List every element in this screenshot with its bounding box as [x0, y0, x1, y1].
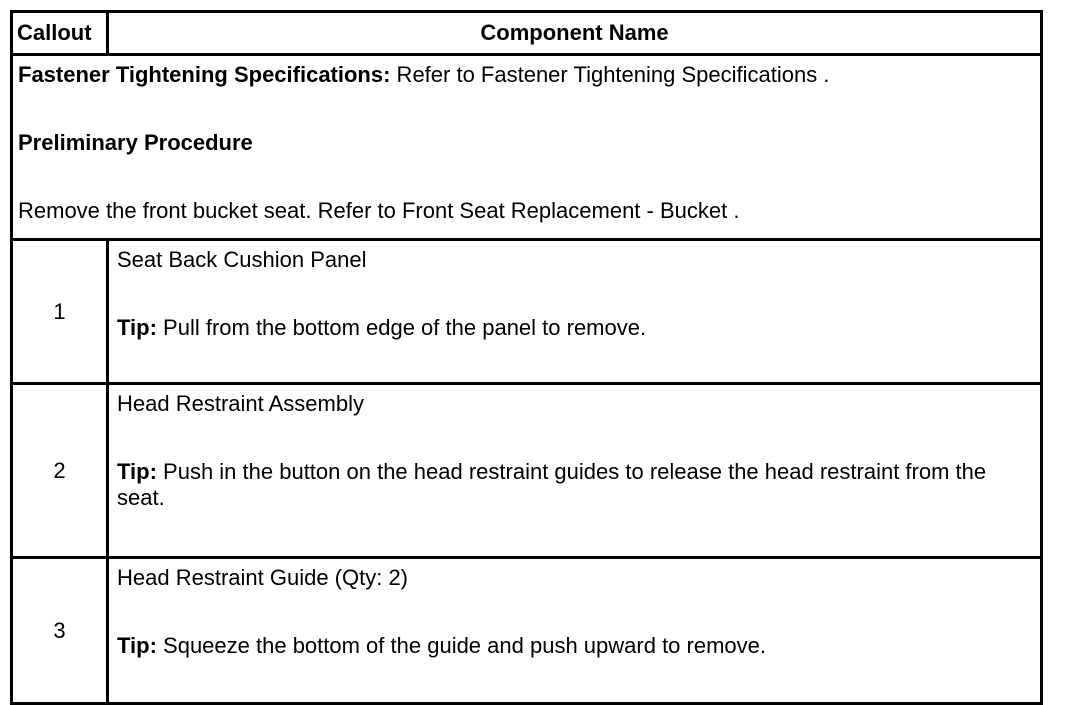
tip-label: Tip:: [117, 315, 157, 340]
component-tip: [117, 633, 1032, 659]
fastener-spec-line: [18, 62, 1034, 88]
tip-text: Pull from the bottom edge of the panel to remove.: [156, 315, 647, 340]
tip-label: Tip:: [117, 459, 157, 484]
table-row: [12, 240, 1042, 384]
component-tip: [117, 315, 1032, 341]
table-row: [12, 384, 1042, 558]
component-cell: [108, 558, 1042, 704]
tip-label: Tip:: [117, 633, 157, 658]
component-cell: [108, 384, 1042, 558]
component-tip: [117, 459, 1032, 511]
fastener-spec-label: Fastener Tightening Specifications:: [18, 62, 391, 87]
callout-number: 1: [12, 240, 108, 384]
tip-text: Push in the button on the head restraint guides to release the head restraint from the seat.: [117, 459, 987, 510]
intro-row: [12, 55, 1042, 240]
component-table: [10, 10, 1043, 705]
component-name: Head Restraint Guide (Qty: 2): [117, 565, 409, 590]
tip-text: Squeeze the bottom of the guide and push upward to remove.: [156, 633, 766, 658]
callout-header: Callout: [12, 12, 108, 55]
component-cell: [108, 240, 1042, 384]
callout-number: 2: [12, 384, 108, 558]
preliminary-text: Remove the front bucket seat. Refer to Front Seat Replacement - Bucket .: [18, 198, 740, 223]
component-name: Seat Back Cushion Panel: [117, 247, 367, 272]
component-name-header: Component Name: [108, 12, 1042, 55]
component-name: Head Restraint Assembly: [117, 391, 364, 416]
header-row: [12, 12, 1042, 55]
preliminary-heading: Preliminary Procedure: [18, 130, 253, 155]
intro-cell: [12, 55, 1042, 240]
table-row: [12, 558, 1042, 704]
callout-number: 3: [12, 558, 108, 704]
fastener-spec-text: Refer to Fastener Tightening Specifications .: [390, 62, 830, 87]
